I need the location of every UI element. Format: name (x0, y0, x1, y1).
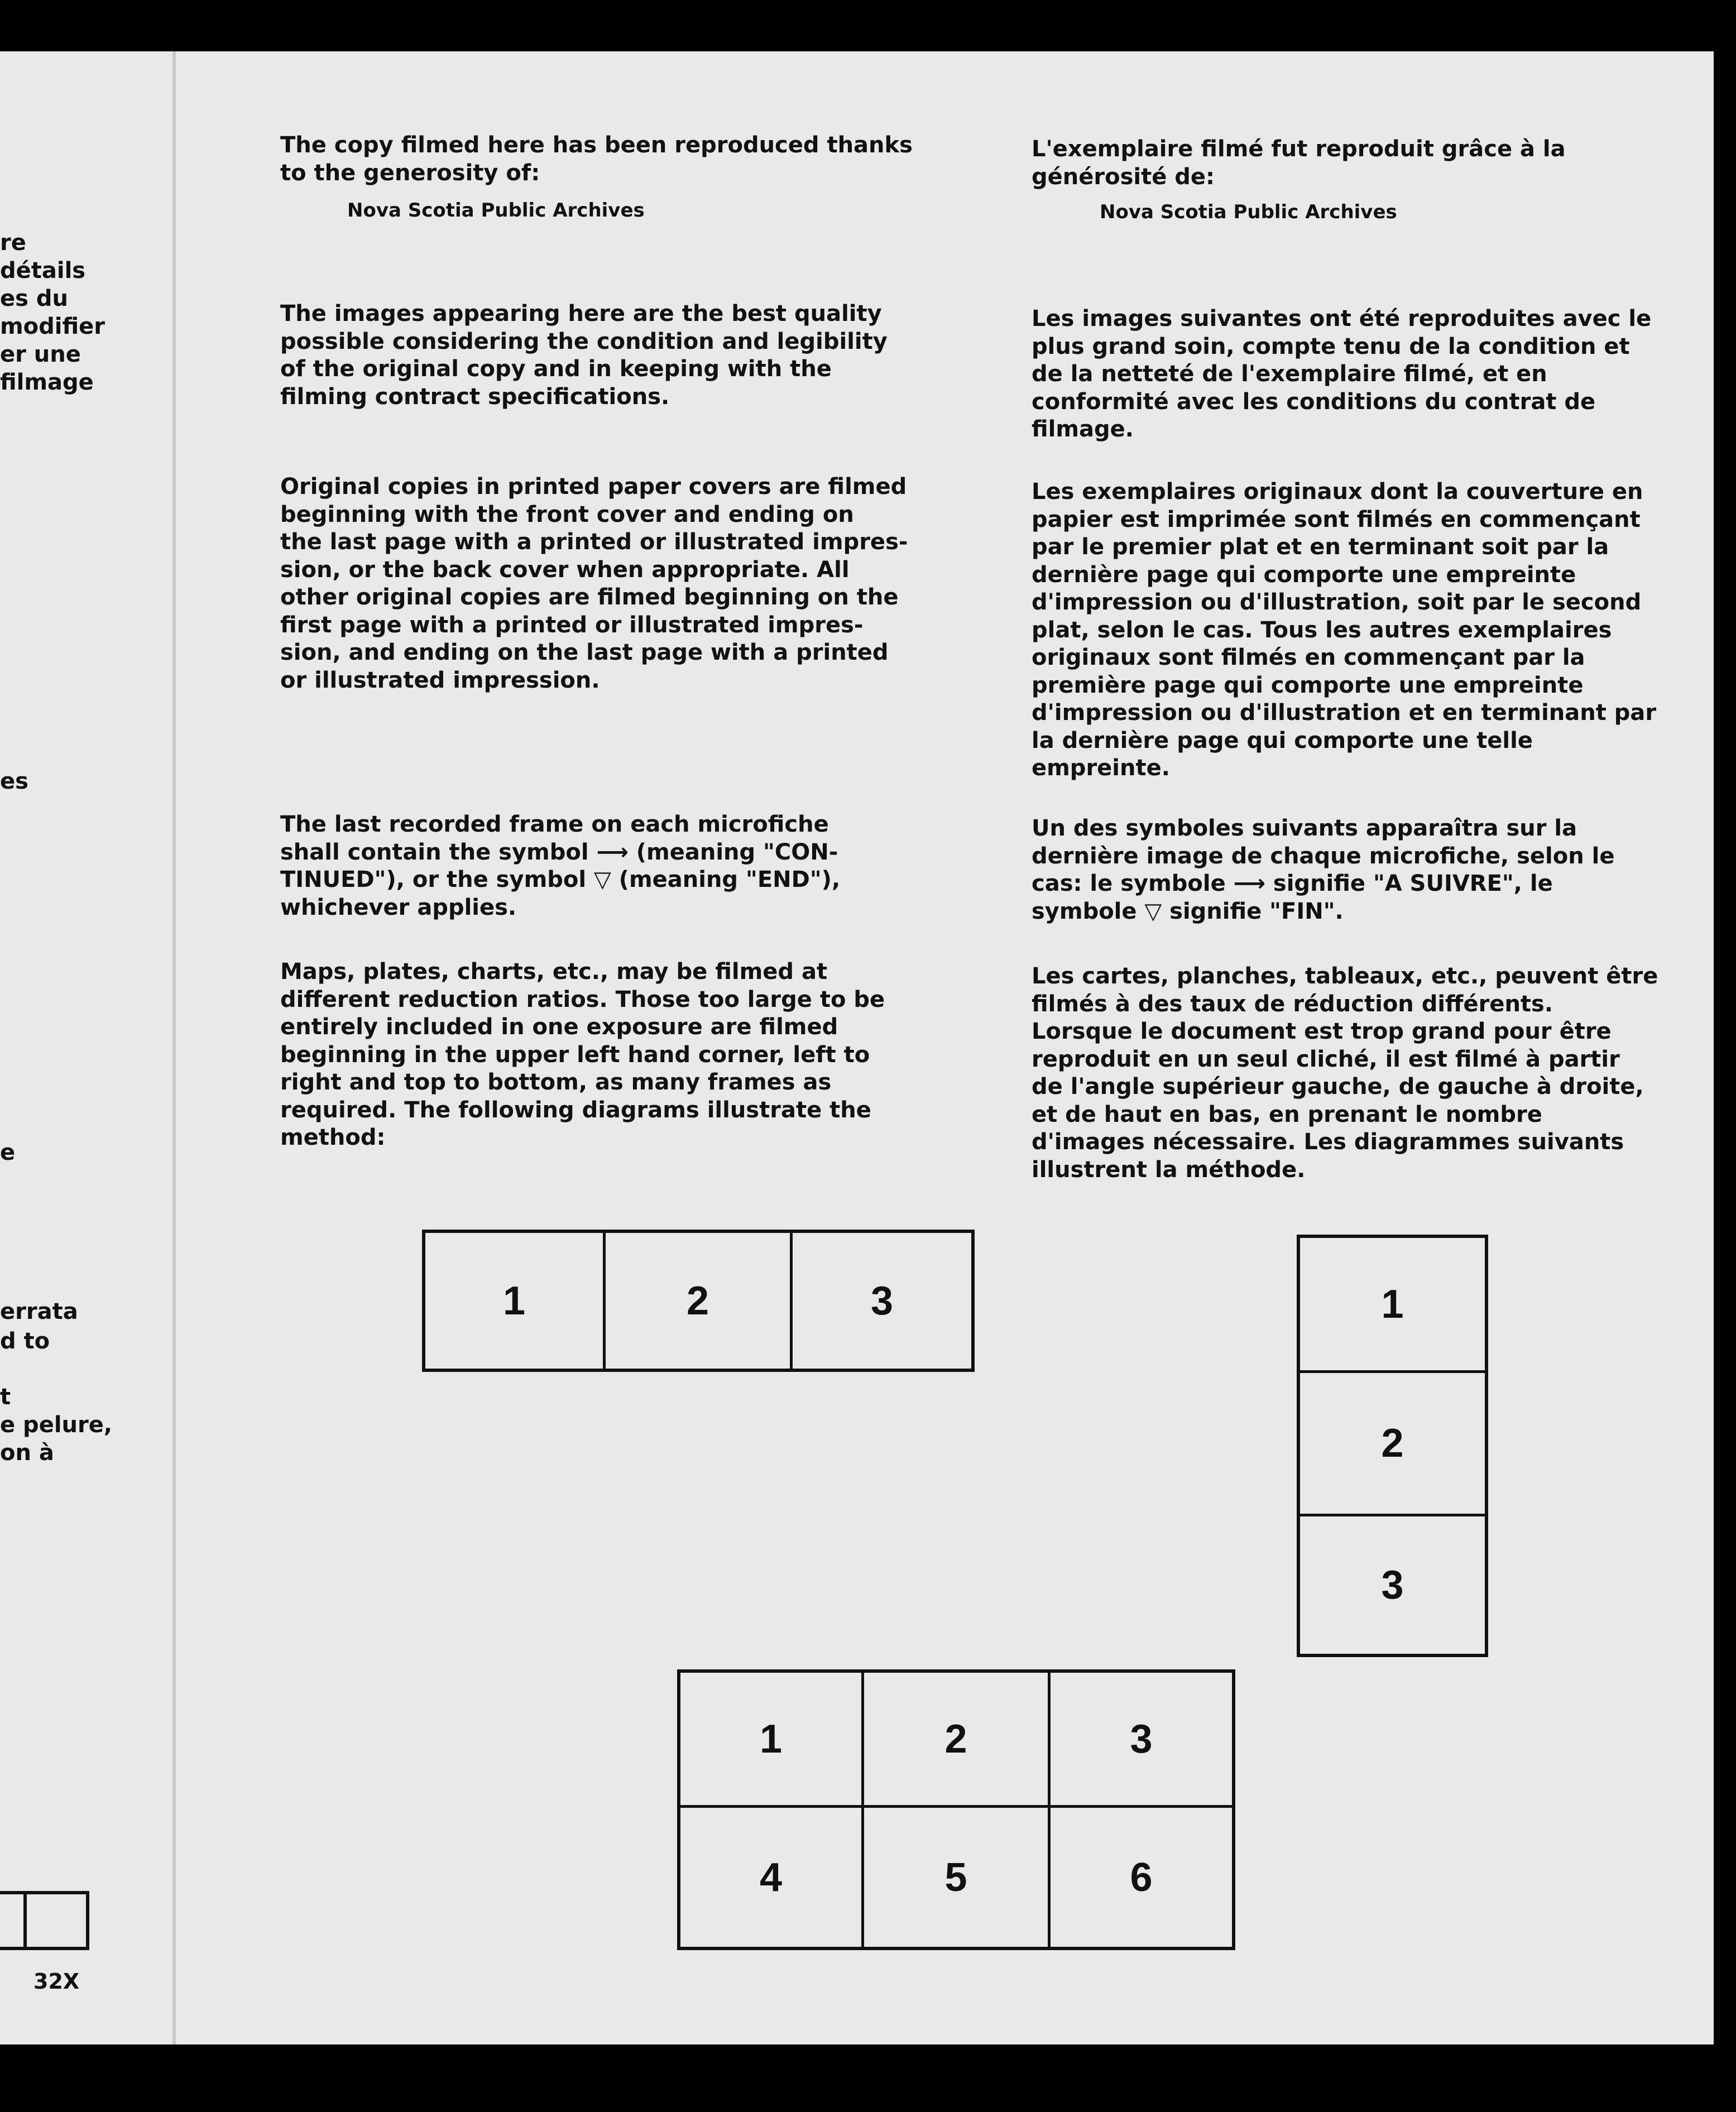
text-line: papier est imprimée sont filmés en commençant (1032, 506, 1641, 532)
text-line: de l'angle supérieur gauche, de gauche à droite, (1032, 1074, 1644, 1100)
margin-fragment: errata (0, 1299, 78, 1324)
margin-fragment: re (0, 230, 26, 256)
text-line: first page with a printed or illustrated impres- (280, 612, 864, 638)
margin-fragment: e pelure, (0, 1412, 113, 1438)
frame-number: 1 (502, 1278, 526, 1323)
french-archive-name: Nova Scotia Public Archives (1100, 201, 1397, 223)
text-line: générosité de: (1032, 164, 1215, 190)
frame-number: 1 (1381, 1281, 1404, 1327)
margin-fragment: on à (0, 1440, 54, 1466)
text-line: plus grand soin, compte tenu de la condition et (1032, 333, 1630, 359)
frame-number: 3 (1130, 1716, 1153, 1761)
text-line: of the original copy and in keeping with the (280, 356, 832, 382)
french-thanks (1032, 136, 1566, 191)
text-line: illustrent la méthode. (1032, 1156, 1306, 1183)
french-quality-paragraph (1032, 305, 1651, 444)
english-symbol-paragraph (280, 811, 840, 921)
text-line: filming contract specifications. (280, 383, 670, 410)
french-symbol-paragraph (1032, 815, 1614, 925)
text-line: The images appearing here are the best quality (280, 301, 882, 327)
text-line: originaux sont filmés en commençant par la (1032, 645, 1585, 670)
frame-number: 3 (1381, 1563, 1404, 1607)
text-line: shall contain the symbol ⟶ (meaning "CON- (280, 839, 838, 865)
text-line: beginning in the upper left hand corner, left to (280, 1041, 870, 1068)
text-line: Les cartes, planches, tableaux, etc., peuvent être (1032, 963, 1658, 989)
margin-fragment: e (0, 1140, 16, 1165)
frame-number: 2 (1381, 1421, 1404, 1466)
text-line: Original copies in printed paper covers are filmed (280, 474, 907, 500)
resolution-gauge-box (23, 1891, 89, 1950)
text-line: de la netteté de l'exemplaire filmé, et en (1032, 361, 1547, 387)
french-covers-paragraph (1032, 478, 1656, 783)
text-line: the last page with a printed or illustrated impres- (280, 529, 908, 555)
text-line: entirely included in one exposure are filmed (280, 1014, 838, 1040)
gauge-label: 32X (33, 1969, 80, 1994)
frame-number: 6 (1130, 1855, 1153, 1900)
text-line: required. The following diagrams illustrate the (280, 1097, 871, 1123)
text-line: conformité avec les conditions du contrat de (1032, 388, 1596, 415)
text-line: Lorsque le document est trop grand pour être (1032, 1019, 1612, 1044)
right-edge (1714, 51, 1736, 2044)
text-line: d'images nécessaire. Les diagrammes suivants (1032, 1129, 1624, 1155)
frame-number: 2 (686, 1278, 709, 1323)
frame-number: 4 (759, 1855, 783, 1900)
margin-fragment: d to (0, 1328, 50, 1354)
text-line: or illustrated impression. (280, 667, 600, 693)
page-fold (172, 51, 176, 2044)
text-line: filmage. (1032, 416, 1134, 442)
text-line: other original copies are filmed beginning on the (280, 584, 899, 610)
text-line: plat, selon le cas. Tous les autres exemplaires (1032, 617, 1612, 643)
text-line: sion, or the back cover when appropriate. All (280, 556, 850, 583)
english-quality-paragraph (280, 300, 888, 411)
text-line: reproduit en un seul cliché, il est filmé à partir (1032, 1046, 1620, 1072)
text-line: different reduction ratios. Those too large to be (280, 986, 885, 1012)
frame-number: 5 (944, 1855, 967, 1900)
text-line: TINUED"), or the symbol ▽ (meaning "END"), (280, 867, 841, 892)
text-line: to the generosity of: (280, 160, 540, 186)
english-archive-name: Nova Scotia Public Archives (347, 199, 645, 222)
french-maps-paragraph (1032, 963, 1658, 1184)
margin-fragment: modifier (0, 314, 105, 339)
frame-number: 1 (759, 1716, 783, 1761)
text-line: dernière image de chaque microfiche, selon le (1032, 843, 1615, 869)
text-line: whichever applies. (280, 894, 517, 920)
text-line: possible considering the condition and legibility (280, 328, 888, 354)
english-thanks (280, 132, 913, 187)
text-line: filmés à des taux de réduction différents. (1032, 991, 1553, 1017)
text-line: right and top to bottom, as many frames as (280, 1069, 832, 1095)
text-line: sion, and ending on the last page with a printed (280, 640, 889, 665)
margin-fragment: es du (0, 286, 68, 311)
text-line: Les exemplaires originaux dont la couverture en (1032, 479, 1643, 505)
text-line: Les images suivantes ont été reproduites avec le (1032, 306, 1652, 332)
margin-fragment: er une (0, 342, 81, 367)
text-line: symbole ▽ signifie "FIN". (1032, 898, 1344, 924)
text-line: cas: le symbole ⟶ signifie "A SUIVRE", le (1032, 871, 1553, 896)
frame-number: 2 (944, 1716, 967, 1761)
english-maps-paragraph (280, 958, 885, 1152)
text-line: d'impression ou d'illustration, soit par le second (1032, 589, 1642, 615)
text-line: Un des symboles suivants apparaîtra sur la (1032, 815, 1577, 841)
margin-fragment: es (0, 769, 28, 794)
text-line: The last recorded frame on each microfiche (280, 812, 829, 837)
text-line: et de haut en bas, en prenant le nombre (1032, 1101, 1542, 1127)
text-line: dernière page qui comporte une empreinte (1032, 561, 1576, 588)
text-line: Maps, plates, charts, etc., may be filmed at (280, 959, 828, 985)
text-line: première page qui comporte une empreinte (1032, 672, 1584, 698)
text-line: par le premier plat et en terminant soit par la (1032, 534, 1609, 560)
margin-fragment: t (0, 1384, 11, 1410)
text-line: empreinte. (1032, 755, 1170, 781)
text-line: L'exemplaire filmé fut reproduit grâce à la (1032, 136, 1566, 162)
text-line: beginning with the front cover and ending on (280, 501, 854, 527)
text-line: The copy filmed here has been reproduced thanks (280, 132, 913, 158)
frame-number: 3 (870, 1278, 894, 1323)
resolution-gauge-box (0, 1891, 27, 1950)
margin-fragment: détails (0, 258, 86, 284)
text-line: la dernière page qui comporte une telle (1032, 727, 1533, 753)
text-line: d'impression ou d'illustration et en terminant par (1032, 700, 1657, 726)
margin-fragment: filmage (0, 369, 94, 395)
text-line: method: (280, 1125, 386, 1150)
english-covers-paragraph (280, 473, 908, 694)
